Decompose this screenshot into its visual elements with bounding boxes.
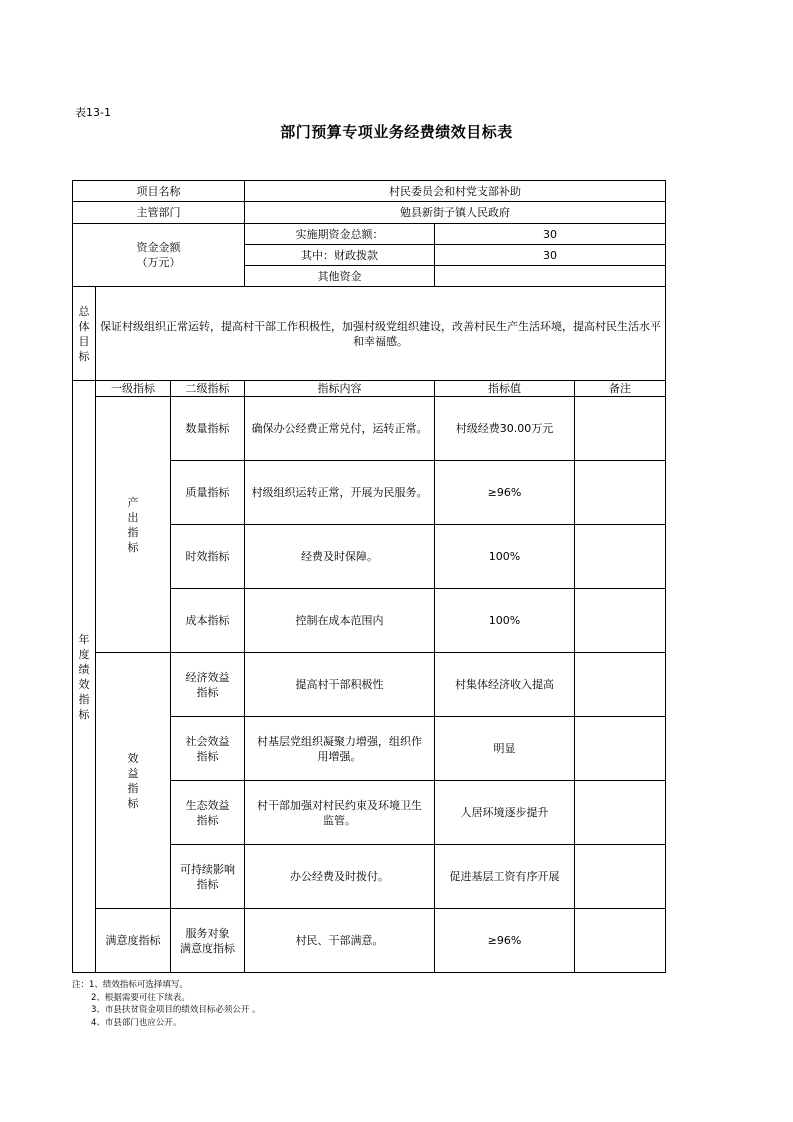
note-item: 注：1、绩效指标可选择填写。: [72, 980, 188, 990]
note-item: 3、市县扶贫资金项目的绩效目标必须公开 。: [91, 1005, 261, 1015]
content-cell: [245, 589, 435, 653]
funds-label-line1: 资金金额: [136, 241, 181, 254]
content-text: 监管。: [323, 813, 357, 827]
content-text: 确保办公经费正常兑付，运转正常。: [251, 422, 428, 435]
level2-text: 社会效益: [185, 734, 230, 748]
funds-other-label: 其他资金: [245, 266, 435, 287]
remark-cell: [575, 717, 666, 781]
overall-goal-text: 保证村级组织正常运转，提高村干部工作积极性，加强村级党组织建设，改善村民生产生活环境，提高村民生活水平和幸福感。: [96, 287, 666, 381]
content-text: 控制在成本范围内: [295, 614, 384, 627]
header-value: 指标值: [435, 381, 575, 397]
level2-cell: [171, 653, 245, 717]
content-text: 村级组织运转正常，开展为民服务。: [251, 486, 428, 499]
content-cell: [245, 909, 435, 973]
value-cell: 人居环境逐步提升: [435, 781, 575, 845]
content-cell: [245, 653, 435, 717]
level2-text: 指标: [196, 877, 219, 891]
level1-label-char: 指: [127, 525, 139, 539]
project-label: 项目名称: [73, 181, 245, 202]
level2-cell: [171, 781, 245, 845]
remark-cell: [575, 461, 666, 525]
output-indicator-label: [96, 397, 171, 653]
benefit-indicator-label: [96, 653, 171, 909]
funds-row: [73, 224, 666, 245]
level2-cell: [171, 909, 245, 973]
value-cell: 促进基层工资有序开展: [435, 845, 575, 909]
level2-text: 满意度指标: [180, 941, 235, 955]
level2-text: 质量指标: [185, 486, 230, 499]
level2-text: 时效指标: [185, 550, 230, 563]
overall-goal-label-char: 总: [78, 304, 90, 318]
table-notes: [72, 979, 261, 1029]
remark-cell: [575, 525, 666, 589]
header-level1: 一级指标: [96, 381, 171, 397]
header-remark: 备注: [575, 381, 666, 397]
funds-other-value: [435, 266, 666, 287]
content-cell: [245, 525, 435, 589]
annual-label-char: 度: [78, 647, 90, 661]
level2-cell: [171, 717, 245, 781]
level2-cell: [171, 461, 245, 525]
level1-label-char: 益: [127, 766, 139, 780]
content-cell: [245, 461, 435, 525]
level2-text: 可持续影响: [180, 862, 235, 876]
level2-cell: [171, 525, 245, 589]
level1-label-char: 标: [127, 540, 139, 554]
indicator-row: [73, 653, 666, 717]
page-title: 部门预算专项业务经费绩效目标表: [280, 123, 513, 141]
annual-label-char: 绩: [78, 662, 90, 676]
level2-text: 经济效益: [185, 670, 230, 684]
value-cell: 村集体经济收入提高: [435, 653, 575, 717]
note-item: 2、根据需要可往下续表。: [91, 992, 190, 1003]
funds-total-value: 30: [435, 224, 666, 245]
value-cell: 明显: [435, 717, 575, 781]
remark-cell: [575, 781, 666, 845]
remark-cell: [575, 909, 666, 973]
value-cell: ≥96%: [435, 461, 575, 525]
annual-label-char: 年: [78, 632, 90, 646]
header-level2: 二级指标: [171, 381, 245, 397]
content-text: 用增强。: [317, 749, 362, 763]
level1-label-char: 标: [127, 796, 139, 810]
level2-text: 指标: [196, 685, 219, 699]
performance-target-table: [72, 180, 666, 973]
level1-label-char: 效: [127, 751, 139, 765]
level1-label-char: 指: [127, 781, 139, 795]
satisfaction-indicator-label: 满意度指标: [96, 909, 171, 973]
overall-goal-row: [73, 287, 666, 381]
content-cell: [245, 717, 435, 781]
level1-label-char: 产: [127, 495, 139, 509]
funds-fiscal-label: 其中：财政拨款: [245, 245, 435, 266]
remark-cell: [575, 589, 666, 653]
level2-text: 生态效益: [185, 798, 230, 812]
funds-total-label: 实施期资金总额：: [245, 224, 435, 245]
value-cell: 100%: [435, 589, 575, 653]
annual-label-char: 效: [78, 677, 90, 691]
annual-label-char: 标: [78, 707, 90, 721]
content-cell: [245, 845, 435, 909]
content-text: 村民、干部满意。: [295, 934, 384, 947]
department-label: 主管部门: [73, 202, 245, 224]
level1-label-char: 出: [127, 510, 139, 524]
level2-text: 服务对象: [185, 926, 230, 940]
department-row: [73, 202, 666, 224]
value-cell: ≥96%: [435, 909, 575, 973]
funds-fiscal-value: 30: [435, 245, 666, 266]
project-row: [73, 181, 666, 202]
header-content: 指标内容: [245, 381, 435, 397]
remark-cell: [575, 653, 666, 717]
level2-text: 指标: [196, 813, 219, 827]
annual-label-char: 指: [78, 692, 90, 706]
content-text: 办公经费及时拨付。: [290, 870, 390, 883]
overall-goal-label-char: 体: [78, 319, 90, 333]
indicator-row: [73, 397, 666, 461]
overall-goal-label-char: 目: [78, 334, 90, 348]
content-text: 村基层党组织凝聚力增强，组织作: [257, 734, 423, 748]
funds-label-line2: （万元）: [136, 256, 181, 269]
level2-cell: [171, 397, 245, 461]
content-text: 村干部加强对村民约束及环境卫生: [257, 798, 423, 812]
annual-indicator-label: [73, 381, 96, 973]
value-cell: 100%: [435, 525, 575, 589]
note-item: 4、市县部门也应公开。: [91, 1017, 182, 1028]
level2-text: 成本指标: [185, 614, 230, 627]
overall-goal-label: [73, 287, 96, 381]
level2-text: 指标: [196, 749, 219, 763]
content-text: 经费及时保障。: [301, 550, 379, 563]
content-cell: [245, 397, 435, 461]
table-number: 表13-1: [75, 106, 111, 119]
level2-cell: [171, 845, 245, 909]
indicator-row: [73, 909, 666, 973]
overall-goal-label-char: 标: [78, 349, 90, 363]
indicator-header-row: [73, 381, 666, 397]
remark-cell: [575, 397, 666, 461]
project-value: 村民委员会和村党支部补助: [245, 181, 666, 202]
level2-text: 数量指标: [185, 422, 230, 435]
content-text: 提高村干部积极性: [295, 678, 384, 691]
department-value: 勉县新街子镇人民政府: [245, 202, 666, 224]
content-cell: [245, 781, 435, 845]
value-cell: 村级经费30.00万元: [435, 397, 575, 461]
remark-cell: [575, 845, 666, 909]
funds-label: [73, 224, 245, 287]
level2-cell: [171, 589, 245, 653]
